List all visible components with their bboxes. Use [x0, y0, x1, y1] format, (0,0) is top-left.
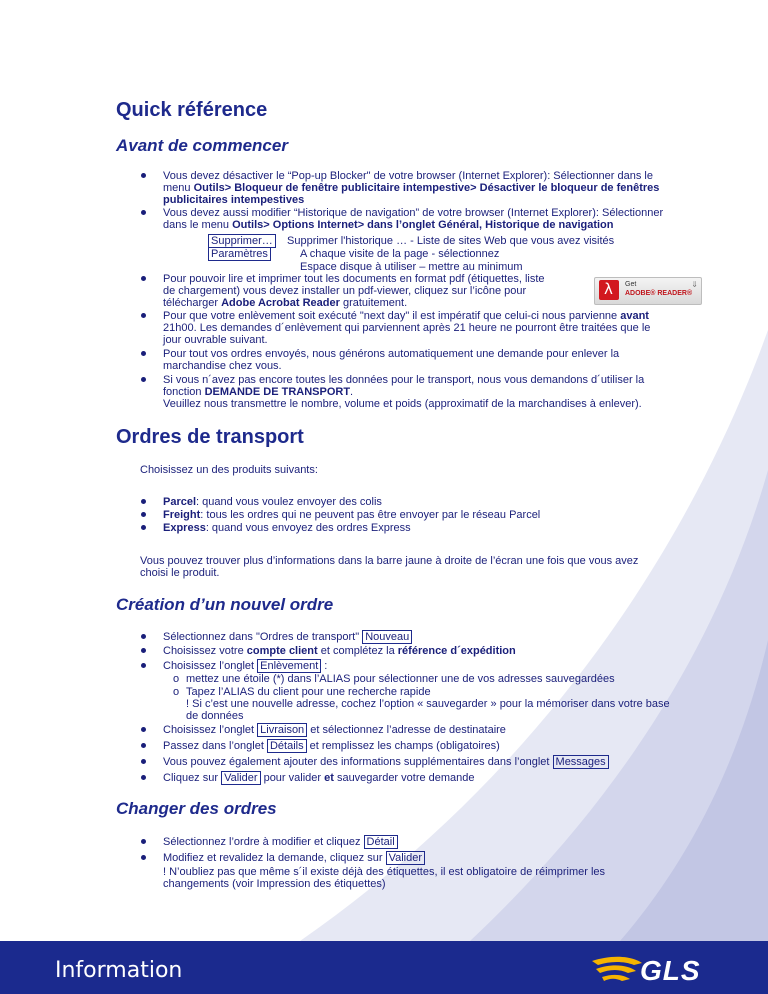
text-line: Si vous n´avez pas encore toutes les données pour le transport, nous vous demandons d´utiliser la [163, 374, 645, 386]
text-line: de données [186, 710, 244, 722]
espace-description: Espace disque à utiliser – mettre au minimum [300, 261, 523, 273]
page-title: Quick référence [116, 99, 268, 121]
section-heading-ordres: Ordres de transport [116, 426, 304, 448]
bullet [140, 509, 148, 517]
text-line: publicitaires intempestives [163, 194, 305, 206]
bullet [140, 348, 148, 356]
bullet [140, 310, 148, 318]
bullet [140, 660, 148, 668]
text-line: Vous devez désactiver le “Pop-up Blocker" de votre browser (Internet Explorer): Sélectionner dans le [163, 170, 653, 182]
bullet [140, 740, 148, 748]
text-line: Modifiez et revalidez la demande, cliquez sur Valider [163, 852, 425, 864]
text-line: Cliquez sur Valider pour valider et sauvegarder votre demande [163, 772, 475, 784]
text-line: Veuillez nous transmettre le nombre, volume et poids (approximatif de la marchandises à enlever). [163, 398, 642, 410]
text-line: Sélectionnez dans "Ordres de transport" Nouveau [163, 631, 412, 643]
supprimer-button-label[interactable]: Supprimer… [208, 235, 276, 247]
bullet [140, 170, 148, 178]
text-line: Vous pouvez trouver plus d’informations dans la barre jaune à droite de l’écran une fois que vous avez [140, 555, 639, 567]
tab-messages[interactable]: Messages [553, 755, 609, 769]
nouveau-button[interactable]: Nouveau [362, 630, 412, 644]
text-line: ! N’oubliez pas que même s´il existe déjà des étiquettes, il est obligatoire de réimprimer les [163, 866, 606, 878]
adobe-get-label: Get [625, 281, 637, 288]
tab-livraison[interactable]: Livraison [257, 723, 307, 737]
text-line: mettez une étoile (*) dans l’ALIAS pour sélectionner une de vos adresses sauvegardées [186, 673, 615, 685]
text-line: dans le menu Outils> Options Internet> dans l’onglet Général, Historique de navigation [163, 219, 614, 231]
product-freight: Freight: tous les ordres qui ne peuvent pas être envoyer par le réseau Parcel [163, 509, 541, 521]
text-line: jour ouvrable suivant. [163, 334, 268, 346]
text-line: menu Outils> Bloqueur de fenêtre publicitaire intempestive> Désactiver le bloqueur de fenêtres [163, 182, 660, 194]
text-line: fonction DEMANDE DE TRANSPORT. [163, 386, 354, 398]
bullet [140, 631, 148, 639]
bullet [140, 836, 148, 844]
download-arrow-icon: ⇓ [691, 280, 698, 289]
sub-bullet: o [173, 686, 180, 698]
bullet [140, 645, 148, 653]
supprimer-description: Supprimer l'historique … - Liste de sites Web que vous avez visités [287, 235, 615, 247]
text-line: Tapez l’ALIAS du client pour une recherche rapide [186, 686, 431, 698]
parametres-description: A chaque visite de la page - sélectionnez [300, 248, 500, 260]
text-line: Choisissez votre compte client et complétez la référence d´expédition [163, 645, 516, 657]
detail-button[interactable]: Détail [364, 835, 398, 849]
section-heading-changer: Changer des ordres [116, 799, 277, 818]
bullet [140, 772, 148, 780]
footer-title: Information [55, 958, 183, 983]
sub-bullet: o [173, 673, 180, 685]
text-line: Vous pouvez également ajouter des informations supplémentaires dans l’onglet Messages [163, 756, 609, 768]
text-line: changements (voir Impression des étiquettes) [163, 878, 386, 890]
bullet [140, 374, 148, 382]
bullet [140, 496, 148, 504]
bullet [140, 273, 148, 281]
bullet [140, 724, 148, 732]
section-heading-creation: Création d’un nouvel ordre [116, 595, 334, 614]
text-line: choisi le produit. [140, 567, 220, 579]
text-line: Pour que votre enlèvement soit exécuté "next day" il est impératif que celui-ci nous parvienne avant [163, 310, 649, 322]
bullet [140, 852, 148, 860]
tab-details[interactable]: Détails [267, 739, 307, 753]
ordres-intro: Choisissez un des produits suivants: [140, 464, 318, 476]
text-line: 21h00. Les demandes d´enlèvement qui parviennent après 21 heure ne pourront être traitées que le [163, 322, 651, 334]
text-line: télécharger Adobe Acrobat Reader gratuitement. [163, 297, 408, 309]
text-line: Pour pouvoir lire et imprimer tout les documents en format pdf (étiquettes, liste [163, 273, 545, 285]
product-express: Express: quand vous envoyez des ordres Express [163, 522, 411, 534]
gls-logo-text: GLS [640, 955, 701, 986]
adobe-pdf-icon [599, 280, 619, 300]
text-line: Passez dans l’onglet Détails et remplissez les champs (obligatoires) [163, 740, 500, 752]
bullet [140, 756, 148, 764]
text-line: Choisissez l’onglet Livraison et sélectionnez l’adresse de destinataire [163, 724, 506, 736]
text-line: Sélectionnez l’ordre à modifier et cliquez Détail [163, 836, 398, 848]
bullet [140, 522, 148, 530]
valider-button[interactable]: Valider [221, 771, 260, 785]
text-line: Choisissez l’onglet Enlèvement : [163, 660, 328, 672]
valider-button[interactable]: Valider [386, 851, 425, 865]
text-line: Vous devez aussi modifier “Historique de navigation” de votre browser (Internet Explorer): Sélectionner [163, 207, 664, 219]
text-line: Pour tout vos ordres envoyés, nous générons automatiquement une demande pour enlever la [163, 348, 620, 360]
adobe-reader-download-button[interactable] [594, 277, 702, 305]
parametres-button-label[interactable]: Paramètres [208, 248, 271, 260]
adobe-reader-label: ADOBE® READER® [625, 290, 693, 297]
text-line: de chargement) vous devez installer un pdf-viewer, cliquez sur l’icône pour [163, 285, 527, 297]
section-heading-avant: Avant de commencer [116, 136, 288, 155]
bullet [140, 207, 148, 215]
text-line: ! Si c’est une nouvelle adresse, cochez l’option « sauvegarder » pour la mémoriser dans votre base [186, 698, 670, 710]
product-parcel: Parcel: quand vous voulez envoyer des colis [163, 496, 382, 508]
tab-enlevement[interactable]: Enlèvement [257, 659, 321, 673]
text-line: marchandise chez vous. [163, 360, 282, 372]
